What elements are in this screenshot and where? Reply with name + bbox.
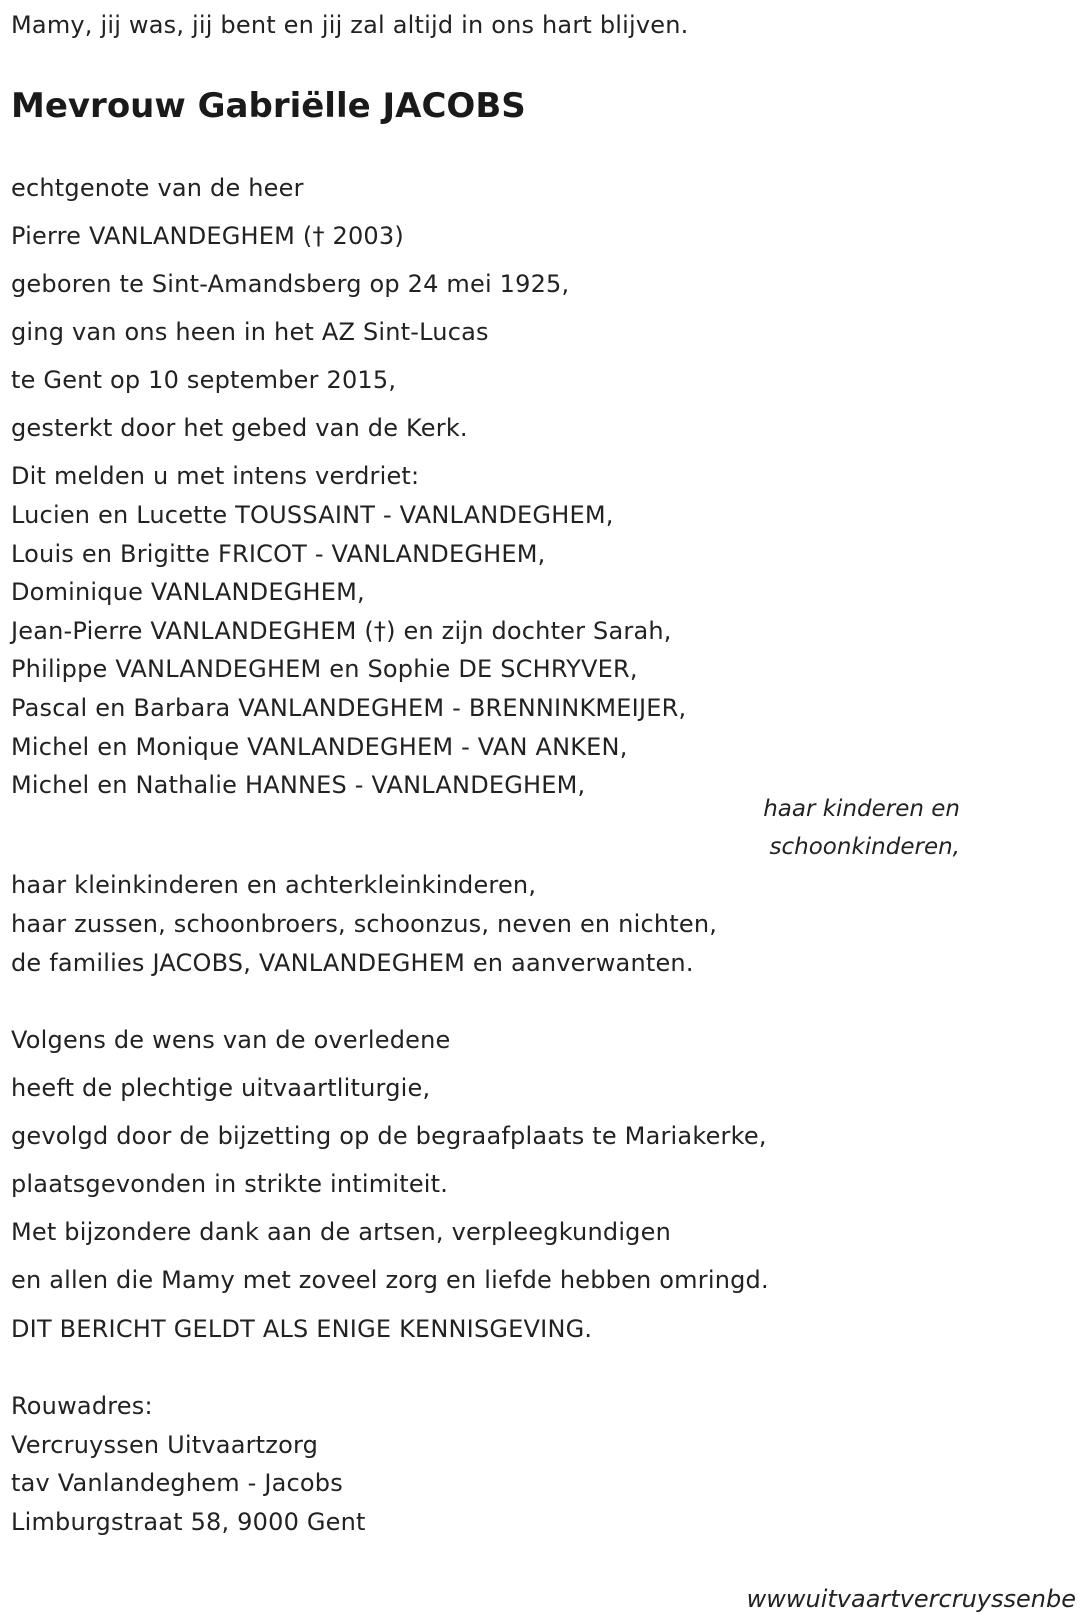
detail-line: geboren te Sint-Amandsberg op 24 mei 1925,	[11, 270, 570, 298]
list-item: de families JACOBS, VANLANDEGHEM en aanverwanten.	[11, 949, 694, 977]
funeral-line: en allen die Mamy met zoveel zorg en liefde hebben omringd.	[11, 1266, 769, 1294]
list-item: haar kleinkinderen en achterkleinkinderen,	[11, 871, 537, 899]
list-item: Michel en Monique VANLANDEGHEM - VAN ANKEN,	[11, 733, 628, 761]
funeral-line: Met bijzondere dank aan de artsen, verpleegkundigen	[11, 1218, 671, 1246]
detail-line: te Gent op 10 september 2015,	[11, 366, 397, 394]
address-line: tav Vanlandeghem - Jacobs	[11, 1469, 343, 1497]
detail-line: echtgenote van de heer	[11, 174, 304, 202]
funeral-line: heeft de plechtige uitvaartliturgie,	[11, 1074, 431, 1102]
list-item: haar zussen, schoonbroers, schoonzus, neven en nichten,	[11, 910, 718, 938]
list-item: Michel en Nathalie HANNES - VANLANDEGHEM,	[11, 771, 586, 799]
list-item: Pascal en Barbara VANLANDEGHEM - BRENNINKMEIJER,	[11, 694, 687, 722]
children-note-line: schoonkinderen,	[769, 834, 960, 860]
funeral-line: plaatsgevonden in strikte intimiteit.	[11, 1170, 449, 1198]
notice-line: DIT BERICHT GELDT ALS ENIGE KENNISGEVING.	[11, 1315, 593, 1343]
address-line: Limburgstraat 58, 9000 Gent	[11, 1508, 366, 1536]
funeral-line: gevolgd door de bijzetting op de begraafplaats te Mariakerke,	[11, 1122, 767, 1150]
address-label: Rouwadres:	[11, 1392, 153, 1420]
list-item: Lucien en Lucette TOUSSAINT - VANLANDEGHEM,	[11, 501, 614, 529]
detail-line: ging van ons heen in het AZ Sint-Lucas	[11, 318, 489, 346]
children-note-line: haar kinderen en	[763, 796, 960, 822]
funeral-line: Volgens de wens van de overledene	[11, 1026, 451, 1054]
detail-line: Pierre VANLANDEGHEM († 2003)	[11, 222, 404, 250]
detail-line: gesterkt door het gebed van de Kerk.	[11, 414, 468, 442]
list-item: Jean-Pierre VANLANDEGHEM (†) en zijn dochter Sarah,	[11, 617, 672, 645]
list-item: Philippe VANLANDEGHEM en Sophie DE SCHRYVER,	[11, 655, 638, 683]
announcement-line: Dit melden u met intens verdriet:	[11, 462, 420, 490]
intro-line: Mamy, jij was, jij bent en jij zal altijd in ons hart blijven.	[11, 11, 689, 39]
list-item: Dominique VANLANDEGHEM,	[11, 578, 365, 606]
address-line: Vercruyssen Uitvaartzorg	[11, 1431, 319, 1459]
deceased-name: Mevrouw Gabriëlle JACOBS	[11, 86, 526, 126]
list-item: Louis en Brigitte FRICOT - VANLANDEGHEM,	[11, 540, 546, 568]
website-text: wwwuitvaartvercruyssenbe	[746, 1585, 1076, 1613]
